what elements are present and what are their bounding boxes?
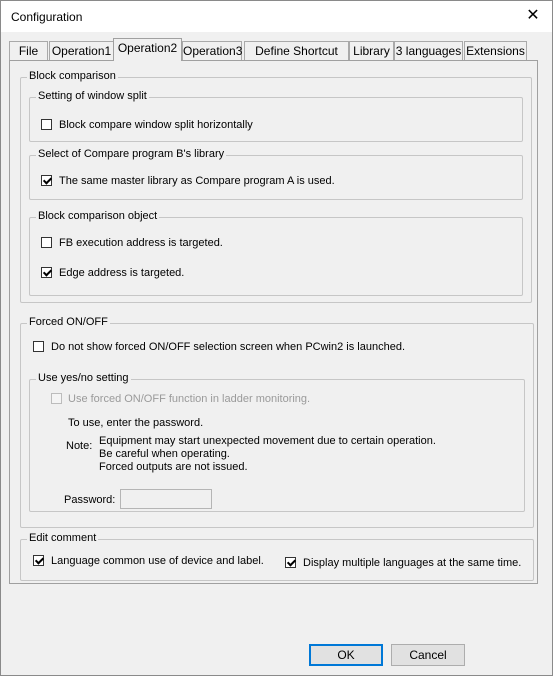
note-line-1: Equipment may start unexpected movement due to certain operation. (99, 435, 436, 447)
password-instruction: To use, enter the password. (68, 417, 204, 429)
multi-language-label[interactable]: Display multiple languages at the same time. (303, 557, 522, 569)
same-library-checkbox[interactable] (41, 175, 52, 186)
tab-panel-operation2 (9, 60, 538, 584)
window-split-title: Setting of window split (38, 90, 147, 102)
fb-execution-checkbox[interactable] (41, 237, 52, 248)
tab-operation1[interactable]: Operation1 (49, 41, 114, 61)
comparison-object-group (29, 210, 523, 296)
use-forced-label: Use forced ON/OFF function in ladder monitoring. (68, 393, 311, 405)
window-split-checkbox[interactable] (41, 119, 52, 130)
same-library-label[interactable]: The same master library as Compare program A is used. (59, 175, 335, 187)
forced-on-off-title: Forced ON/OFF (29, 316, 108, 328)
note-line-2: Be careful when operating. (99, 448, 230, 460)
compare-library-group (29, 148, 523, 200)
tab-define-shortcut-key[interactable]: Define Shortcut (244, 41, 349, 61)
edit-comment-title: Edit comment (29, 532, 97, 544)
password-label: Password: (64, 494, 116, 506)
use-forced-checkbox[interactable] (51, 393, 62, 404)
fb-execution-label[interactable]: FB execution address is targeted. (59, 237, 223, 249)
use-setting-group (29, 372, 525, 512)
forced-on-off-group (20, 316, 534, 528)
window-title: Configuration (11, 10, 83, 24)
language-common-label[interactable]: Language common use of device and label. (51, 555, 264, 567)
window-split-group (29, 90, 523, 142)
comparison-object-title: Block comparison object (38, 210, 158, 222)
edit-comment-group (20, 532, 534, 581)
cancel-button[interactable]: Cancel (391, 644, 465, 666)
block-comparison-title: Block comparison (29, 70, 116, 82)
use-setting-title: Use yes/no setting (38, 372, 129, 384)
ok-button[interactable]: OK (309, 644, 383, 666)
no-show-forced-label[interactable]: Do not show forced ON/OFF selection screen when PCwin2 is launched. (51, 341, 405, 353)
compare-library-title: Select of Compare program B's library (38, 148, 225, 160)
window-split-label[interactable]: Block compare window split horizontally (59, 119, 253, 131)
note-label: Note: (66, 440, 93, 452)
edge-address-label[interactable]: Edge address is targeted. (59, 267, 185, 279)
close-icon[interactable]: ✕ (526, 7, 540, 24)
no-show-forced-checkbox[interactable] (33, 341, 44, 352)
tab-library[interactable]: Library (349, 41, 394, 61)
block-comparison-group (20, 70, 532, 303)
tab-3-languages[interactable]: 3 languages (394, 41, 463, 61)
language-common-checkbox[interactable] (33, 555, 44, 566)
edge-address-checkbox[interactable] (41, 267, 52, 278)
password-field[interactable] (120, 489, 212, 509)
multi-language-checkbox[interactable] (285, 557, 296, 568)
note-line-3: Forced outputs are not issued. (99, 461, 248, 473)
tab-operation3[interactable]: Operation3 (182, 41, 242, 61)
tab-operation2[interactable]: Operation2 (113, 38, 182, 61)
tab-file[interactable]: File (9, 41, 48, 61)
tab-extensions[interactable]: Extensions (464, 41, 527, 61)
title-bar (1, 1, 552, 32)
